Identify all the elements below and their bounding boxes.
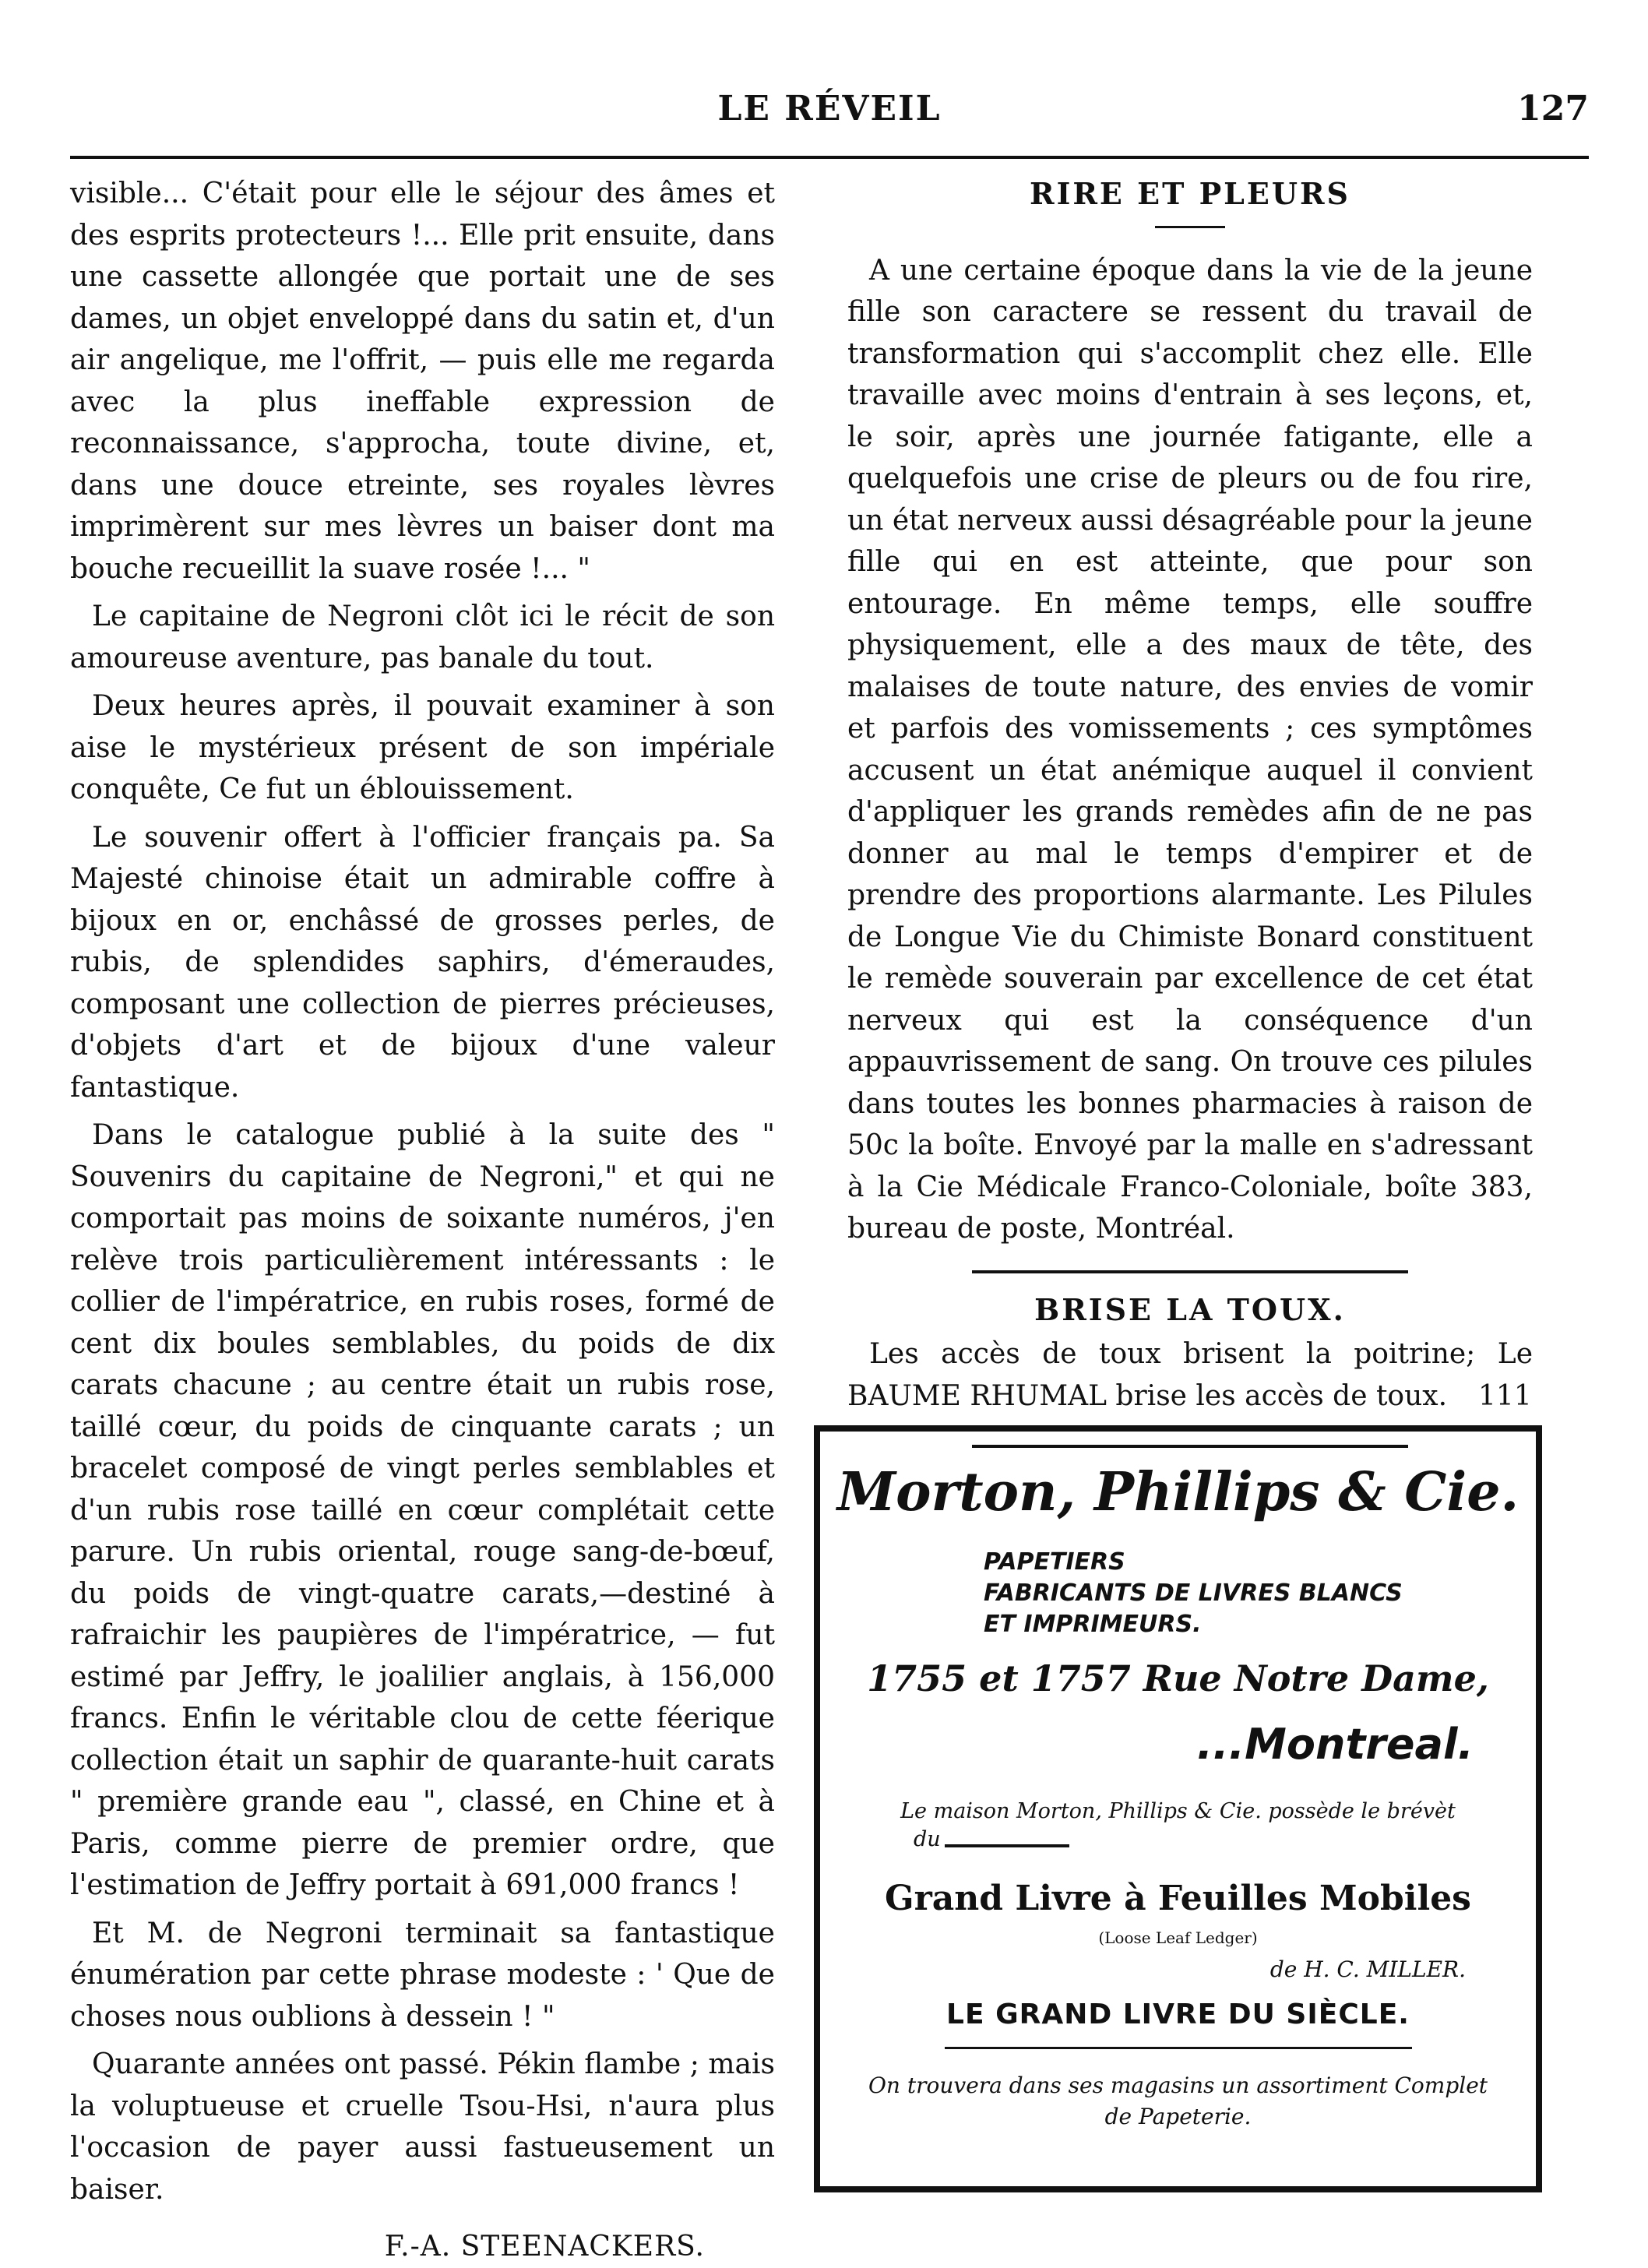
story-paragraph: Et M. de Negroni terminait sa fantastique énumération par cette phrase modeste : ' Que de choses nous oublions à dessein ! " xyxy=(70,1917,775,2033)
right-column xyxy=(847,173,1533,1448)
ad-pointer-line xyxy=(945,1844,1069,1847)
header-rule xyxy=(70,156,1589,159)
story-paragraph: Quarante années ont passé. Pékin flambe ; mais la voluptueuse et cruelle Tsou-Hsi, n'aura plus l'occasion de payer aussi fastueusement un baiser. xyxy=(70,2048,775,2206)
ad-business-lines xyxy=(984,1547,1403,1640)
story-paragraph: Deux heures après, il pouvait examiner à son aise le mystérieux présent de son impériale conquête, Ce fut un éblouissement. xyxy=(70,690,775,805)
ad-patent-text: Le maison Morton, Phillips & Cie. possède le brévèt xyxy=(900,1799,1456,1823)
story-paragraph: Le souvenir offert à l'officier français pa. Sa Majesté chinoise était un admirable coffre à bijoux en or, enchâssé de grosses perles, de rubis, de splendides saphirs, d'émeraudes, composant une collection de pierres précieuses, d'objets d'art et de bijoux d'une valeur fantastique. xyxy=(70,821,775,1104)
page-number: 127 xyxy=(1517,89,1589,129)
ad-city: ...Montreal. xyxy=(1196,1720,1474,1769)
notice-body: Les accès de toux brisent la poitrine; Le BAUME RHUMAL brise les accès de toux. xyxy=(847,1338,1533,1412)
section-divider xyxy=(972,1270,1408,1273)
left-column-story xyxy=(70,173,775,2268)
notice-heading-brise-la-toux: BRISE LA TOUX. xyxy=(1034,1291,1346,1327)
section-heading-rire-et-pleurs: RIRE ET PLEURS xyxy=(1029,176,1351,211)
ad-ledger-title: Grand Livre à Feuilles Mobiles xyxy=(885,1879,1471,1918)
ad-slogan-underline xyxy=(945,2047,1412,2049)
advertisement-box xyxy=(814,1425,1542,2192)
ad-line: ET IMPRIMEURS. xyxy=(984,1611,1202,1638)
ad-du: du xyxy=(914,1827,941,1851)
story-paragraph: Le capitaine de Negroni clôt ici le récit de son amoureuse aventure, pas banale du tout. xyxy=(70,600,775,674)
journal-title: LE RÉVEIL xyxy=(717,89,942,129)
ad-company-name: Morton, Phillips & Cie. xyxy=(836,1461,1519,1523)
heading-divider xyxy=(1155,226,1225,228)
ad-footer-text: On trouvera dans ses magasins un assortiment Complet de Papeterie. xyxy=(868,2073,1488,2129)
ad-slogan: LE GRAND LIVRE DU SIÈCLE. xyxy=(946,1999,1410,2030)
running-header xyxy=(70,78,1589,140)
rire-et-pleurs-text: A une certaine époque dans la vie de la jeune fille son caractere se ressent du travail de transformation qui s'accomplit chez elle. Elle travaille avec moins d'entrain à ses leçons, et, le soir, après une journée fatigante, elle a quelquefois une crise de pleurs ou de fou rire, un état nerveux aussi désagréable pour la jeune fille qui en est atteinte, que pour son entourage. En même temps, elle souffre physiquement, elle a des maux de tête, des malaises de toute nature, des envies de vomir et parfois des vomissements ; ces symptômes accusent un état anémique auquel il convient d'appliquer les grands remèdes afin de ne pas donner au mal le temps d'empirer et de prendre des proportions alarmante. Les Pilules de Longue Vie du Chimiste Bonard constituent le remède souverain par excellence de cet état nerveux qui est la conséquence d'un appauvrissement de sang. On trouve ces pilules dans toutes les bonnes pharmacies à raison de 50c la boîte. Envoyé par la malle en s'adressant à la Cie Médicale Franco-Coloniale, boîte 383, bureau de poste, Montréal. xyxy=(847,254,1533,1245)
notice-reference-number: 111 xyxy=(1478,1379,1532,1412)
ad-author: de H. C. MILLER. xyxy=(1269,1956,1466,1982)
notice-text xyxy=(847,1333,1533,1417)
ad-address: 1755 et 1757 Rue Notre Dame, xyxy=(867,1657,1489,1699)
story-paragraph: visible... C'était pour elle le séjour des âmes et des esprits protecteurs !... Elle prit ensuite, dans une cassette allongée que portait une de ses dames, un objet enveloppé dans du satin et, d'un air angelique, me l'offrit, — puis elle me regarda avec la plus ineffable expression de reconnaissance, s'approcha, toute divine, et, dans une douce etreinte, ses royales lèvres imprimèrent sur mes lèvres un baiser dont ma bouche recueillit la suave rosée !... " xyxy=(70,178,775,585)
author-signature: F.-A. STEENACKERS. xyxy=(384,2231,705,2263)
ad-line: PAPETIERS xyxy=(984,1548,1125,1576)
story-paragraph: Dans le catalogue publié à la suite des " Souvenirs du capitaine de Negroni," et qui ne comportait pas moins de soixante numéros, j'en relève trois particulièrement intéressants : le collier de l'impératrice, en rubis roses, formé de cent dix boules semblables, du poids de dix carats chacune ; au centre était un rubis rose, taillé cœur, du poids de cinquante carats ; un bracelet composé de vingt perles semblables et d'un rubis rose taillé en cœur complétait cette parure. Un rubis oriental, rouge sang-de-bœuf, du poids de vingt-quatre carats,—destiné à rafraichir les paupières de l'impératrice, — fut estimé par Jeffry, le joalilier anglais, à 156,000 francs. Enfin le véritable clou de cette féerique collection était un saphir de quarante-huit carats " première grande eau ", classé, en Chine et à Paris, comme pierre de premier ordre, que l'estimation de Jeffry portait à 691,000 francs ! xyxy=(70,1119,775,1901)
ad-ledger-english: (Loose Leaf Ledger) xyxy=(1098,1928,1258,1947)
ad-line: FABRICANTS DE LIVRES BLANCS xyxy=(984,1580,1403,1607)
